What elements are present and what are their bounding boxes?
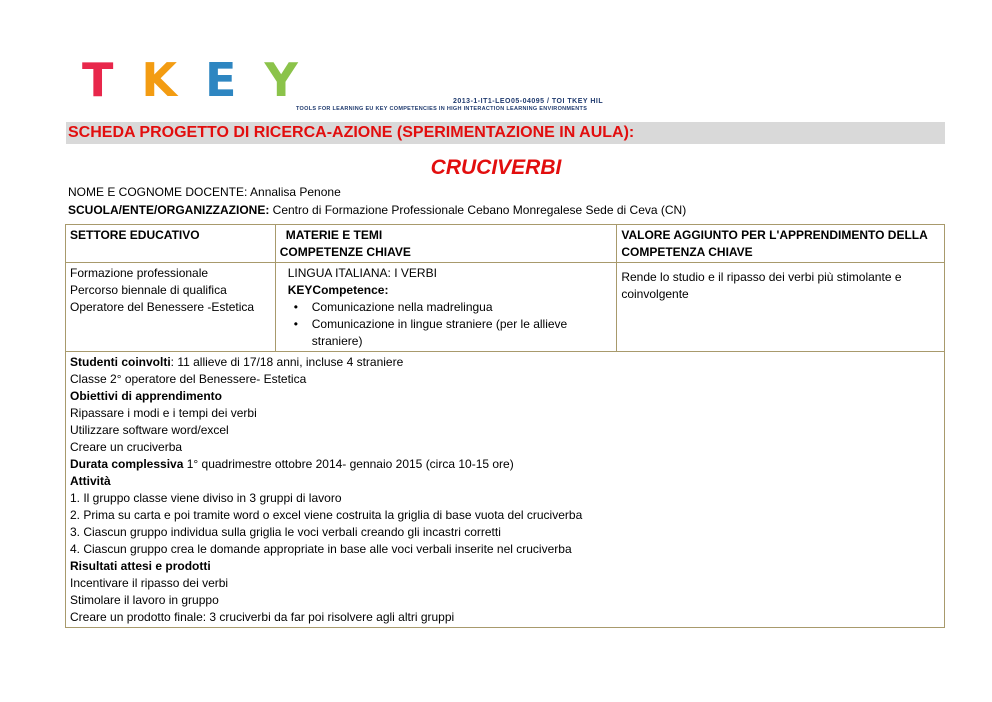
objectives-label: Obiettivi di apprendimento <box>70 389 223 403</box>
page-title: CRUCIVERBI <box>430 156 562 179</box>
result-item: Creare un prodotto finale: 3 cruciverbi da far poi risolvere agli altri gruppi <box>70 610 455 624</box>
project-code: 2013-1-IT1-LEO05-04095 / TOI TKEY HIL <box>453 98 604 105</box>
students-value: : 11 allieve di 17/18 anni, incluse 4 straniere <box>170 355 404 369</box>
subject-line: LINGUA ITALIANA: I VERBI <box>287 266 437 280</box>
school-value: Centro di Formazione Professionale Cebano Monregalese Sede di Ceva (CN) <box>269 203 687 217</box>
header-materie <box>275 225 617 263</box>
teacher-label: NOME E COGNOME DOCENTE: <box>68 185 248 199</box>
students-line <box>70 354 940 371</box>
teacher-line <box>68 185 341 199</box>
settore-line: Percorso biennale di qualifica <box>70 283 227 297</box>
project-table <box>65 224 945 628</box>
table-details-row <box>66 352 945 628</box>
activity-item: 1. Il gruppo classe viene diviso in 3 gruppi di lavoro <box>70 491 342 505</box>
results-label: Risultati attesi e prodotti <box>70 559 211 573</box>
duration-value: 1° quadrimestre ottobre 2014- gennaio 2015 (circa 10-15 ore) <box>183 457 514 471</box>
section-banner: SCHEDA PROGETTO DI RICERCA-AZIONE (SPERIMENTAZIONE IN AULA): <box>66 122 945 144</box>
cell-materie <box>275 263 617 352</box>
logo-letter-y: Y <box>264 53 326 107</box>
duration-label: Durata complessiva <box>70 457 184 471</box>
logo-letter-t: T <box>82 53 142 107</box>
teacher-value: Annalisa Penone <box>247 185 341 199</box>
activity-item: 4. Ciascun gruppo crea le domande appropriate in base alle voci verbali inserite nel cruciverba <box>70 542 572 556</box>
header-valore: VALORE AGGIUNTO PER L'APPRENDIMENTO DELLA COMPETENZA CHIAVE <box>617 225 945 263</box>
cell-valore <box>617 263 945 352</box>
cell-settore <box>66 263 276 352</box>
activity-item: 2. Prima su carta e poi tramite word o excel viene costruita la griglia di base vuota del cruciverba <box>70 508 583 522</box>
competence-list <box>280 299 613 350</box>
objective-item: Ripassare i modi e i tempi dei verbi <box>70 406 257 420</box>
class-line: Classe 2° operatore del Benessere- Estetica <box>70 372 307 386</box>
list-item: • Comunicazione in lingue straniere (per le allieve straniere) <box>312 316 613 350</box>
result-item: Stimolare il lavoro in gruppo <box>70 593 219 607</box>
result-item: Incentivare il ripasso dei verbi <box>70 576 229 590</box>
tkey-logo <box>82 53 326 107</box>
duration-line <box>70 456 940 473</box>
header-materie-line1: MATERIE E TEMI <box>285 228 383 242</box>
project-tagline: TOOLS FOR LEARNING EU KEY COMPETENCIES IN HIGH INTERACTION LEARNING ENVIRONMENTS <box>296 106 588 112</box>
header-materie-line2: COMPETENZE CHIAVE <box>279 245 411 259</box>
valore-text: Rende lo studio e il ripasso dei verbi più stimolante e coinvolgente <box>621 270 902 301</box>
list-item: • Comunicazione nella madrelingua <box>312 299 613 316</box>
students-label: Studenti coinvolti <box>70 355 171 369</box>
table-header-row <box>66 225 945 263</box>
logo-letter-e: E <box>205 53 265 107</box>
keycompetence-label: KEYCompetence: <box>287 283 389 297</box>
settore-line: Formazione professionale <box>70 266 209 280</box>
logo-letter-k: K <box>141 53 206 107</box>
table-content-row <box>66 263 945 352</box>
header-settore: SETTORE EDUCATIVO <box>66 225 276 263</box>
objective-item: Creare un cruciverba <box>70 440 183 454</box>
school-line <box>68 203 686 217</box>
activity-item: 3. Ciascun gruppo individua sulla griglia le voci verbali creando gli incastri corretti <box>70 525 501 539</box>
school-label: SCUOLA/ENTE/ORGANIZZAZIONE: <box>68 203 270 217</box>
cell-details <box>66 352 945 628</box>
objective-item: Utilizzare software word/excel <box>70 423 229 437</box>
settore-line: Operatore del Benessere -Estetica <box>70 300 255 314</box>
activities-label: Attività <box>70 474 111 488</box>
